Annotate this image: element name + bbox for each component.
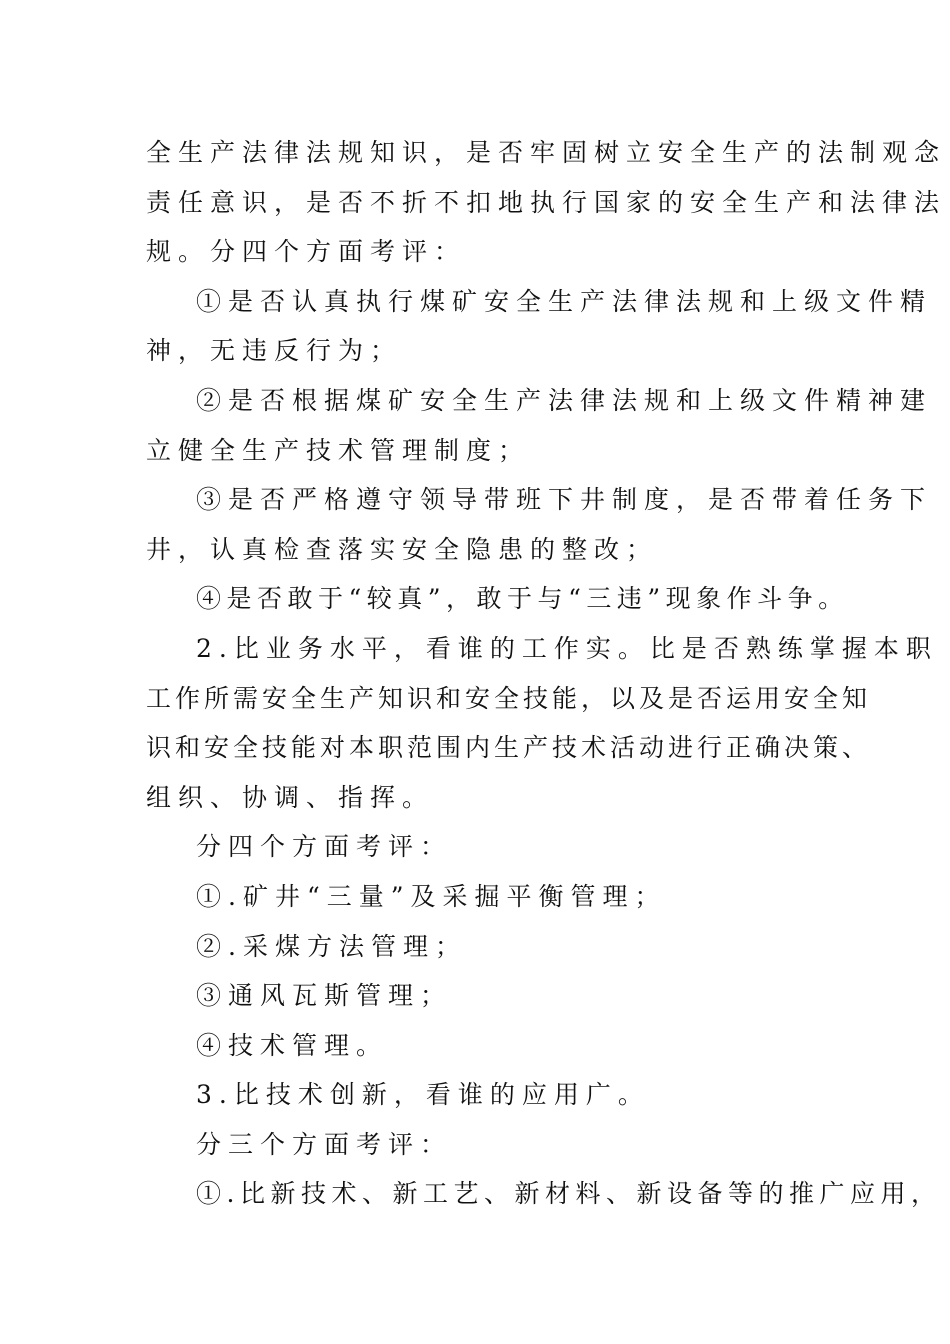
list-item-line: ①.比新技术、新工艺、新材料、新设备等的推广应用， xyxy=(196,1179,942,1209)
list-item-continuation: 立健全生产技术管理制度； xyxy=(146,435,531,465)
list-item-line: ④是否敢于“较真”，敢于与“三违”现象作斗争。 xyxy=(196,584,849,614)
list-item-line: ③是否严格遵守领导带班下井制度，是否带着任务下 xyxy=(196,485,933,515)
paragraph-line: 分三个方面考评： xyxy=(196,1129,453,1159)
paragraph-line: 识和安全技能对本职范围内生产技术活动进行正确决策、 xyxy=(146,733,872,763)
paragraph-line: 规。分四个方面考评： xyxy=(146,237,467,267)
list-item-line: ①.矿井“三量”及采掘平衡管理； xyxy=(196,881,667,911)
list-item-line: ①是否认真执行煤矿安全生产法律法规和上级文件精 xyxy=(196,286,933,316)
list-item-line: ③通风瓦斯管理； xyxy=(196,981,453,1011)
list-item-line: ②是否根据煤矿安全生产法律法规和上级文件精神建 xyxy=(196,385,933,415)
paragraph-line: 工作所需安全生产知识和安全技能，以及是否运用安全知 xyxy=(146,683,872,713)
document-body xyxy=(146,128,947,1219)
section-heading-line: 2.比业务水平，看谁的工作实。比是否熟练掌握本职 xyxy=(196,633,938,663)
list-item-line: ④技术管理。 xyxy=(196,1030,389,1060)
paragraph-line: 全生产法律法规知识，是否牢固树立安全生产的法制观念 xyxy=(146,138,947,167)
paragraph-line: 责任意识，是否不折不扣地执行国家的安全生产和法律法 xyxy=(146,187,947,217)
section-heading-line: 3.比技术创新，看谁的应用广。 xyxy=(196,1080,650,1110)
paragraph-line: 组织、协调、指挥。 xyxy=(146,782,435,812)
list-item-line: ②.采煤方法管理； xyxy=(196,931,467,961)
list-item-continuation: 神，无违反行为； xyxy=(146,336,403,366)
paragraph-line: 分四个方面考评： xyxy=(196,832,453,862)
list-item-continuation: 井，认真检查落实安全隐患的整改； xyxy=(146,534,659,564)
